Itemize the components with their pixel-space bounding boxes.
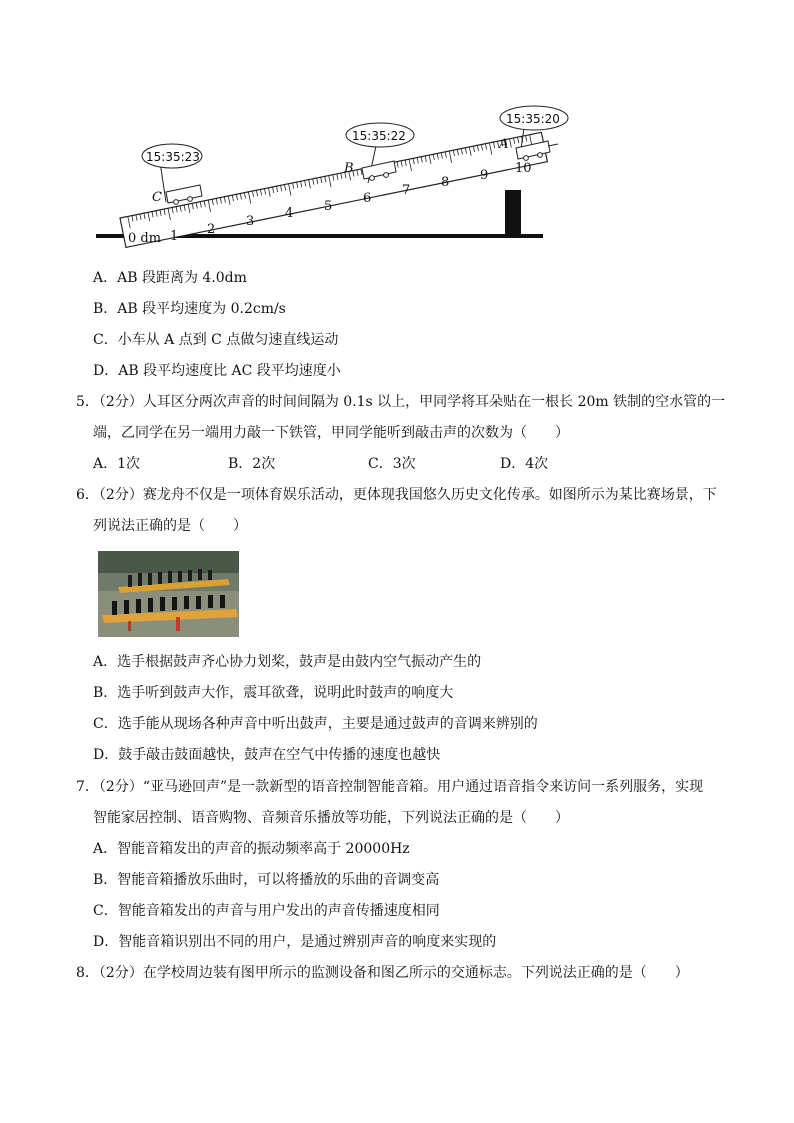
tick-label: 6 [363,191,372,206]
q7-stem-line2: 智能家居控制、语音购物、音频音乐播放等功能，下列说法正确的是（ ） [93,810,569,826]
point-label-c: C [152,190,162,205]
tick-label: 2 [207,222,216,237]
q5-stem-line1: 5．（2分）人耳区分两次声音的时间间隔为 0.1s 以上，甲同学将耳朵贴在一根长 20m 铁制的空水管的一 [76,394,726,410]
q5-option-d: D．4次 [500,456,549,472]
tick-label: 1 [170,229,179,244]
tick-label: 4 [285,206,294,221]
ruler-unit-label: 0 dm [128,231,162,246]
q4-option-c: C．小车从 A 点到 C 点做匀速直线运动 [93,332,339,348]
clock-c: 15:35:23 [146,150,200,164]
q6-option-b: B．选手听到鼓声大作，震耳欲聋，说明此时鼓声的响度大 [93,685,454,701]
q8-stem-line1: 8．（2分）在学校周边装有图甲所示的监测设备和图乙所示的交通标志。下列说法正确的是（ ） [76,965,689,981]
q6-option-a: A．选手根据鼓声齐心协力划桨，鼓声是由鼓内空气振动产生的 [93,654,482,670]
clock-b: 15:35:22 [352,129,406,143]
q6-stem-line1: 6．（2分）赛龙舟不仅是一项体育娱乐活动，更体现我国悠久历史文化传承。如图所示为某比赛场景，下 [76,487,717,503]
q6-option-c: C．选手能从现场各种声音中听出鼓声，主要是通过鼓声的音调来辨别的 [93,716,538,732]
q6-option-d: D．鼓手敲击鼓面越快，鼓声在空气中传播的速度也越快 [93,747,441,763]
q6-stem-line2: 列说法正确的是（ ） [93,518,247,534]
q5-option-b: B．2次 [228,456,276,472]
q4-option-a: A．AB 段距离为 4.0dm [93,270,247,286]
incline-ruler-figure [90,98,570,248]
point-label-b: B [344,161,354,176]
q4-option-d: D．AB 段平均速度比 AC 段平均速度小 [93,363,341,379]
point-label-a: A [499,137,509,152]
tick-label: 7 [402,183,411,198]
q4-option-b: B．AB 段平均速度为 0.2cm/s [93,301,286,317]
tick-label: 9 [480,168,489,183]
dragon-boat-photo [98,551,239,637]
tick-label: 8 [441,175,450,190]
q5-option-c: C．3次 [368,456,416,472]
q7-option-b: B．智能音箱播放乐曲时，可以将播放的乐曲的音调变高 [93,872,440,888]
q5-stem-line2: 端，乙同学在另一端用力敲一下铁管，甲同学能听到敲击声的次数为（ ） [93,425,569,441]
support-pillar [505,190,521,236]
q7-option-c: C．智能音箱发出的声音与用户发出的声音传播速度相同 [93,903,440,919]
q5-option-a: A．1次 [93,456,141,472]
tick-label: 3 [246,214,255,229]
clock-a: 15:35:20 [506,112,560,126]
tick-label: 10 [515,161,532,176]
cart-c [142,144,202,205]
q7-option-d: D．智能音箱识别出不同的用户，是通过辨别声音的响度来实现的 [93,934,497,950]
tick-label: 5 [324,199,333,214]
q7-option-a: A．智能音箱发出的声音的振动频率高于 20000Hz [93,841,410,857]
q7-stem-line1: 7．（2分）“亚马逊回声”是一款新型的语音控制智能音箱。用户通过语音指令来访问一系列服务，实现 [76,779,704,795]
